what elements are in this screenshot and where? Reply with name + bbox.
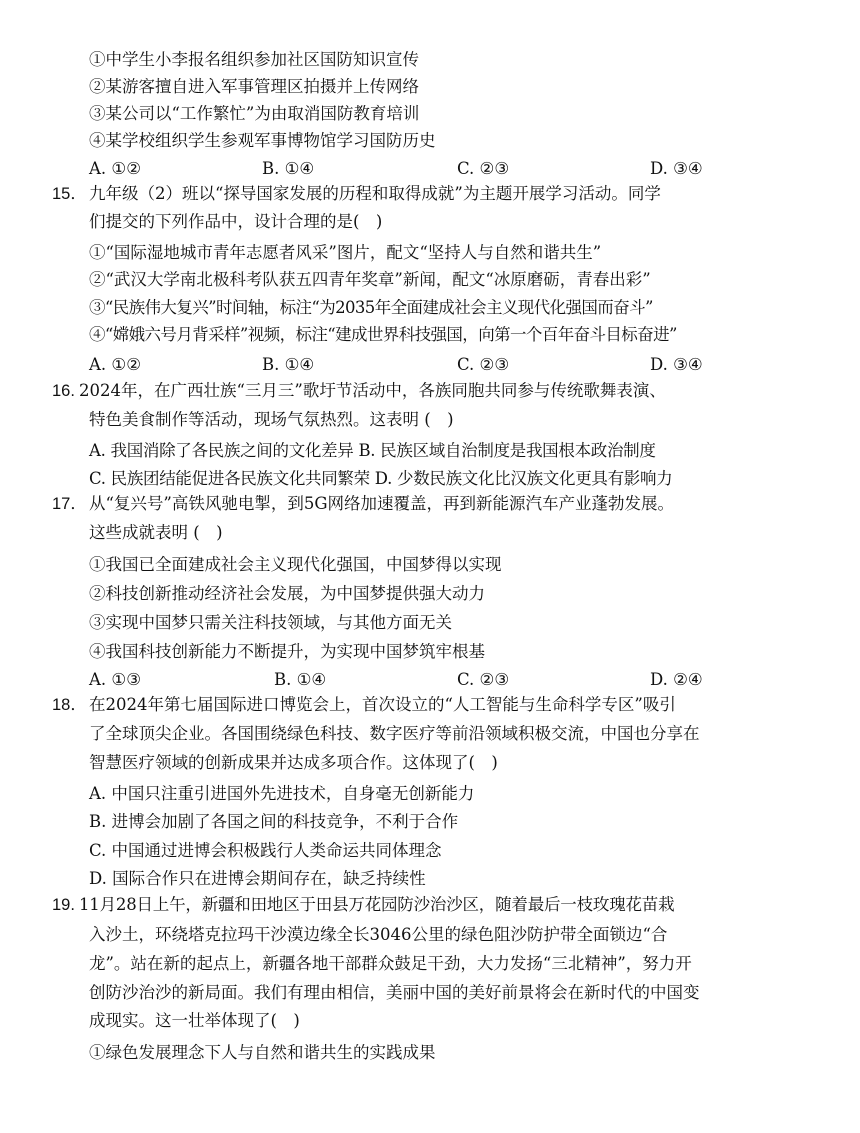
- q19-stem-line-5: 成现实。这一壮举体现了( ): [89, 1011, 300, 1030]
- q14-item-2: ②某游客擅自进入军事管理区拍摄并上传网络: [89, 77, 419, 96]
- q18-stem-line-3: 智慧医疗领域的创新成果并达成多项合作。这体现了( ): [89, 753, 498, 772]
- q16-stem-line-1: 2024年，在广西壮族“三月三”歌圩节活动中，各族同胞共同参与传统歌舞表演、: [79, 381, 666, 400]
- q15-stem-line-2: 们提交的下列作品中，设计合理的是( ): [89, 212, 383, 231]
- q15-option-b[interactable]: B. ①④: [262, 355, 315, 374]
- q17-option-a[interactable]: A. ①③: [89, 670, 141, 689]
- q19-stem-line-4: 创防沙治沙的新局面。我们有理由相信，美丽中国的美好前景将会在新时代的中国变: [89, 983, 700, 1002]
- q18-number: 18．: [52, 696, 87, 714]
- q18-option-a[interactable]: A. 中国只注重引进国外先进技术，自身毫无创新能力: [89, 784, 475, 803]
- q17-stem-line-1: 从“复兴号”高铁风驰电掣，到5G网络加速覆盖，再到新能源汽车产业蓬勃发展。: [89, 494, 675, 513]
- q14-option-c[interactable]: C. ②③: [457, 159, 510, 178]
- q17-number: 17．: [52, 495, 87, 513]
- q17-option-b[interactable]: B. ①④: [274, 670, 327, 689]
- q15-option-d[interactable]: D. ③④: [650, 355, 703, 374]
- q18-option-d[interactable]: D. 国际合作只在进博会期间存在，缺乏持续性: [89, 869, 426, 888]
- q15-option-a[interactable]: A. ①②: [89, 355, 141, 374]
- q14-item-3: ③某公司以“工作繁忙”为由取消国防教育培训: [89, 104, 420, 123]
- q17-option-d[interactable]: D. ②④: [650, 670, 703, 689]
- q18-stem-line-1: 在2024年第七届国际进口博览会上，首次设立的“人工智能与生命科学专区”吸引: [89, 695, 676, 714]
- q14-item-4: ④某学校组织学生参观军事博物馆学习国防历史: [89, 131, 436, 150]
- q18-option-b[interactable]: B. 进博会加剧了各国之间的科技竞争，不利于合作: [89, 812, 459, 831]
- q17-option-c[interactable]: C. ②③: [457, 670, 510, 689]
- q16-options-line-2[interactable]: C. 民族团结能促进各民族文化共同繁荣 D. 少数民族文化比汉族文化更具有影响力: [89, 469, 673, 488]
- q19-stem-line-3: 龙”。站在新的起点上，新疆各地干部群众鼓足干劲，大力发扬“三北精神”，努力开: [89, 954, 692, 973]
- q16-stem-line-2: 特色美食制作等活动，现场气氛热烈。这表明 ( ): [89, 410, 454, 429]
- q17-item-1: ①我国已全面建成社会主义现代化强国，中国梦得以实现: [89, 555, 502, 574]
- q16-number: 16.: [52, 382, 75, 400]
- q19-number: 19.: [52, 896, 75, 914]
- q15-item-3: ③“民族伟大复兴”时间轴，标注“为2035年全面建成社会主义现代化强国而奋斗”: [89, 298, 653, 317]
- q17-stem-line-2: 这些成就表明 ( ): [89, 523, 223, 542]
- q15-option-c[interactable]: C. ②③: [457, 355, 510, 374]
- q19-item-1: ①绿色发展理念下人与自然和谐共生的实践成果: [89, 1043, 436, 1062]
- q15-item-2: ②“武汉大学南北极科考队获五四青年奖章”新闻，配文“冰原磨砺，青春出彩”: [89, 270, 651, 289]
- q14-option-a[interactable]: A. ①②: [89, 159, 141, 178]
- q15-item-1: ①“国际湿地城市青年志愿者风采”图片，配文“坚持人与自然和谐共生”: [89, 243, 602, 262]
- q18-stem-line-2: 了全球顶尖企业。各国围绕绿色科技、数字医疗等前沿领域积极交流，中国也分享在: [89, 724, 700, 743]
- q14-option-d[interactable]: D. ③④: [650, 159, 703, 178]
- q14-option-b[interactable]: B. ①④: [262, 159, 315, 178]
- q15-number: 15．: [52, 185, 87, 203]
- q17-item-3: ③实现中国梦只需关注科技领域，与其他方面无关: [89, 613, 452, 632]
- q14-item-1: ①中学生小李报名组织参加社区国防知识宣传: [89, 50, 419, 69]
- q19-stem-line-2: 入沙土，环绕塔克拉玛干沙漠边缘全长3046公里的绿色阻沙防护带全面锁边“合: [89, 925, 668, 944]
- q18-option-c[interactable]: C. 中国通过进博会积极践行人类命运共同体理念: [89, 841, 442, 860]
- q15-stem-line-1: 九年级（2）班以“探导国家发展的历程和取得成就”为主题开展学习活动。同学: [89, 184, 661, 203]
- q17-item-4: ④我国科技创新能力不断提升，为实现中国梦筑牢根基: [89, 642, 485, 661]
- q15-item-4: ④“嫦娥六号月背采样”视频，标注“建成世界科技强国，向第一个百年奋斗目标奋进”: [89, 325, 677, 344]
- q19-stem-line-1: 11月28日上午，新疆和田地区于田县万花园防沙治沙区，随着最后一枝玫瑰花苗栽: [79, 895, 675, 914]
- q16-options-line-1[interactable]: A. 我国消除了各民族之间的文化差异 B. 民族区域自治制度是我国根本政治制度: [89, 441, 656, 460]
- q17-item-2: ②科技创新推动经济社会发展，为中国梦提供强大动力: [89, 584, 485, 603]
